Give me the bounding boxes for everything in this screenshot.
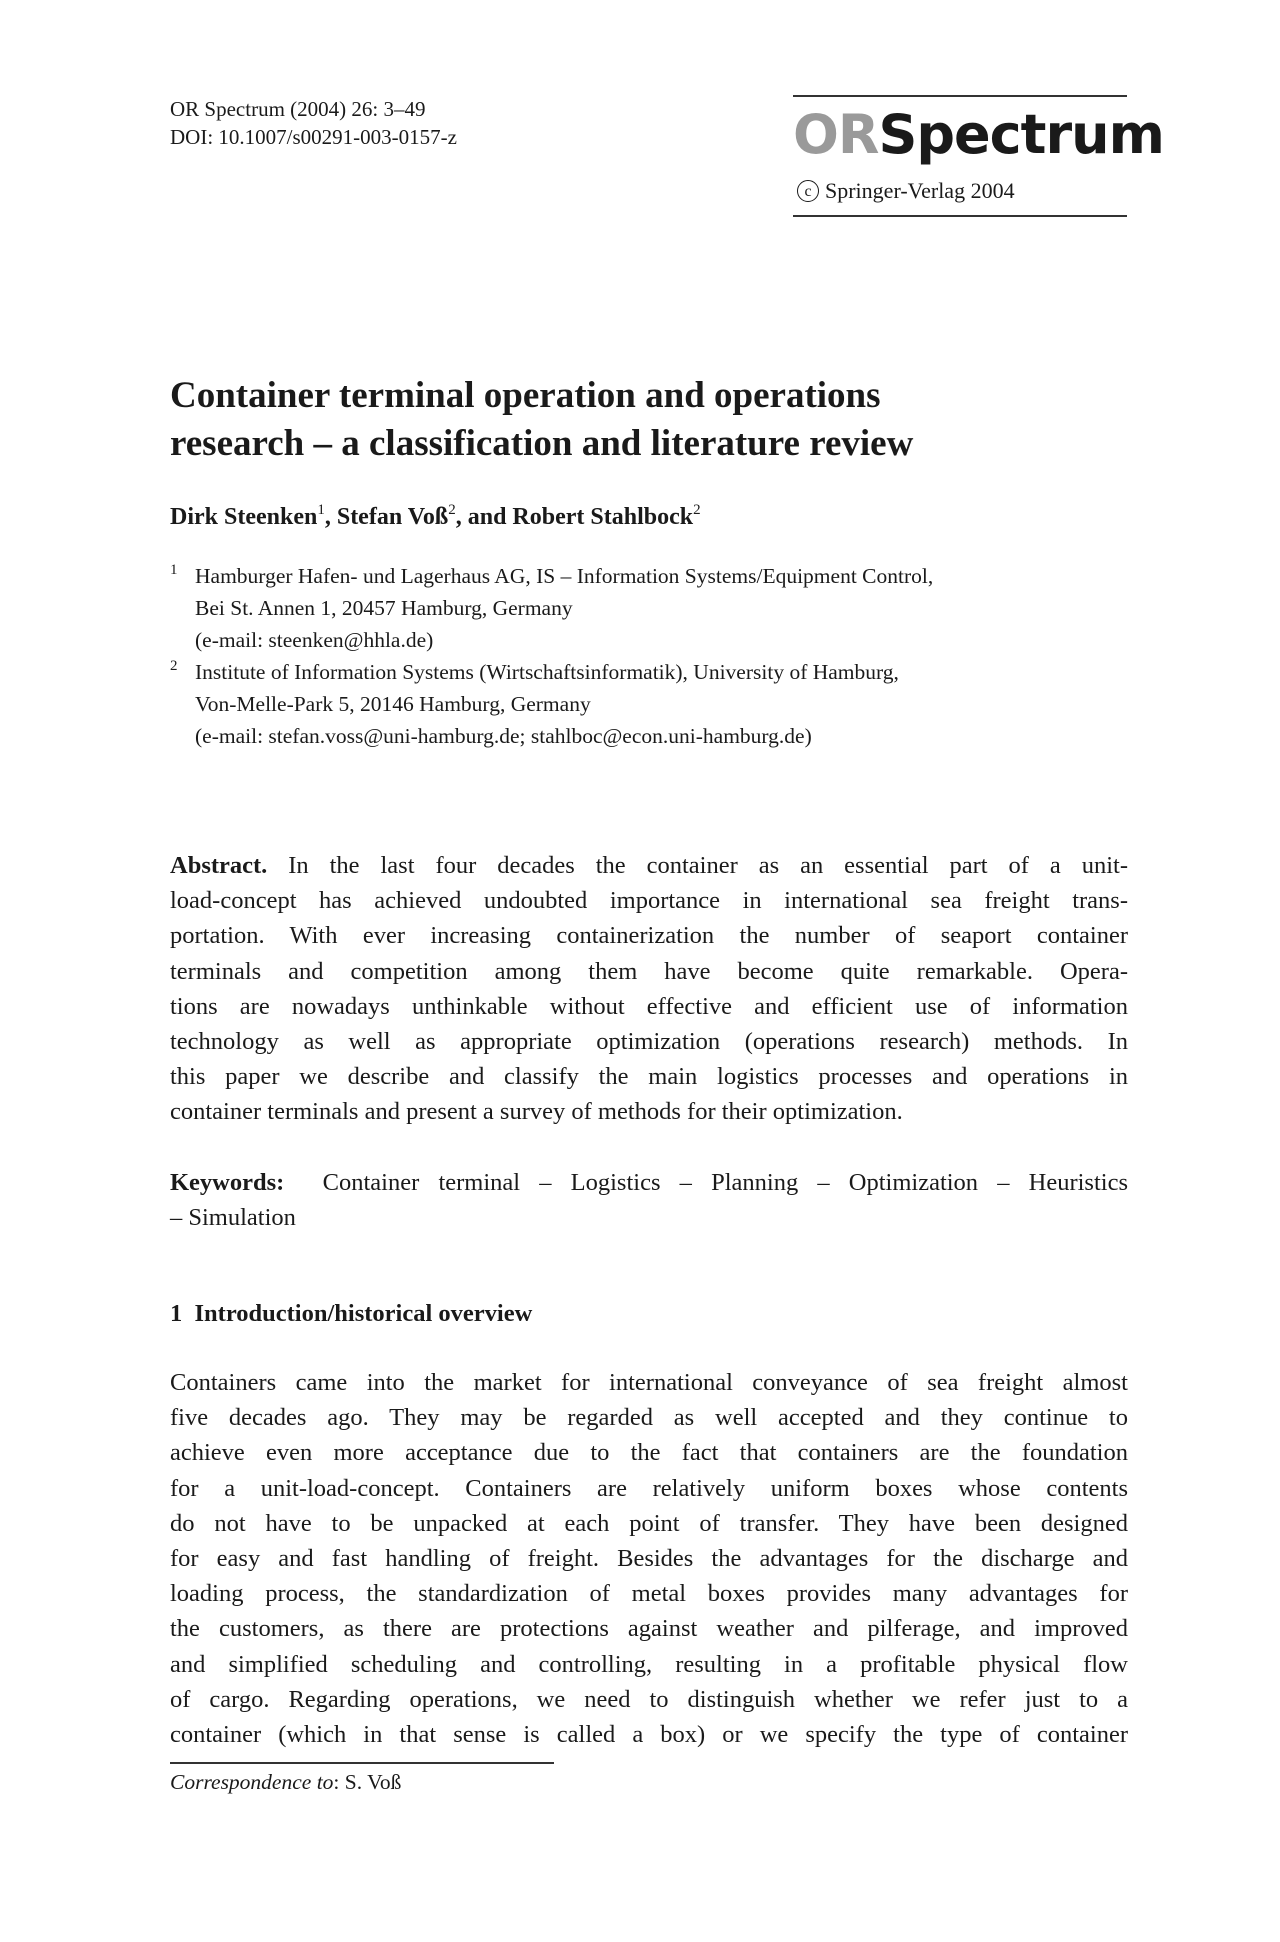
body-line: achieve even more acceptance due to the fact that containers are the foundation [170,1439,1128,1467]
keywords [170,1165,1128,1235]
affiliation-number: 2 [170,658,178,674]
brand-rule-top [793,95,1127,97]
footnote [170,1770,401,1795]
author-separator: , and [455,504,513,530]
abstract [170,848,1128,1130]
affiliation-number: 1 [170,562,178,578]
body-line: container (which in that sense is called a box) or we specify the type of container [170,1720,1128,1748]
affiliation-line [170,592,1130,624]
abstract-line: load-concept has achieved undoubted importance in international sea freight trans- [170,887,1128,915]
copyright-line [793,177,1127,205]
introduction-paragraph [170,1365,1128,1752]
affiliation-text: Bei St. Annen 1, 20457 Hamburg, Germany [195,596,573,620]
author-name: Stefan Voß [336,504,449,530]
footnote-text: : S. Voß [333,1770,402,1794]
logo-or: OR [793,103,879,166]
affiliation-marker: 2 [693,502,701,518]
author-separator: , [324,504,337,530]
affiliation-line [170,624,1130,656]
journal-logo [793,103,1164,166]
paper-title [170,372,1130,468]
body-line: for easy and fast handling of freight. Besides the advantages for the discharge and [170,1544,1128,1572]
doi: DOI: 10.1007/s00291-003-0157-z [170,125,457,149]
abstract-line [170,848,1128,883]
body-line: five decades ago. They may be regarded as well accepted and they continue to [170,1404,1128,1432]
affiliation-text: Hamburger Hafen- und Lagerhaus AG, IS – Information Systems/Equipment Control, [195,564,934,588]
keywords-text: Container terminal – Logistics – Planning – Optimization – Heuristics [284,1169,1128,1196]
brand-rule-bottom [793,215,1127,217]
footnote-label: Correspondence to [170,1770,334,1794]
affiliation-email: (e-mail: steenken@hhla.de) [195,628,434,652]
keywords-line [170,1165,1128,1200]
affiliation-line [170,688,1130,720]
abstract-label: Abstract. [170,852,268,879]
footnote-rule [170,1762,554,1764]
journal-citation-block [170,95,457,151]
affiliation-text: Von-Melle-Park 5, 20146 Hamburg, Germany [195,692,591,716]
body-line: and simplified scheduling and controlling, resulting in a profitable physical flow [170,1650,1128,1678]
affiliation-marker: 1 [317,502,325,518]
author-name: Dirk Steenken [170,504,318,530]
keywords-line: – Simulation [170,1204,296,1232]
affiliation-email: (e-mail: stefan.voss@uni-hamburg.de; stahlboc@econ.uni-hamburg.de) [195,724,812,748]
body-line: of cargo. Regarding operations, we need to distinguish whether we refer just to a [170,1685,1128,1713]
affiliation-line [170,720,1130,752]
abstract-line: technology as well as appropriate optimization (operations research) methods. In [170,1027,1128,1055]
affiliation-line [170,560,1130,592]
copyright-icon: c [797,180,819,202]
body-line: do not have to be unpacked at each point of transfer. They have been designed [170,1509,1128,1537]
body-line: Containers came into the market for international conveyance of sea freight almost [170,1369,1128,1396]
affiliation-text: Institute of Information Systems (Wirtschaftsinformatik), University of Hamburg, [195,660,899,684]
author-list [170,502,701,531]
journal-citation: OR Spectrum (2004) 26: 3–49 [170,97,426,121]
keywords-label: Keywords: [170,1169,285,1196]
abstract-text: In the last four decades the container as an essential part of a unit- [267,852,1128,879]
abstract-line: this paper we describe and classify the main logistics processes and operations in [170,1063,1128,1091]
affiliations [170,560,1130,752]
body-line: the customers, as there are protections against weather and pilferage, and improved [170,1615,1128,1643]
copyright-text: Springer-Verlag 2004 [825,178,1015,203]
affiliation-marker: 2 [448,502,456,518]
section-heading: 1 Introduction/historical overview [170,1300,533,1327]
body-line: loading process, the standardization of metal boxes provides many advantages for [170,1580,1128,1608]
title-line-1: Container terminal operation and operations [170,375,881,416]
author-name: Robert Stahlbock [512,504,694,530]
abstract-line: tions are nowadays unthinkable without effective and efficient use of information [170,992,1128,1020]
abstract-line: portation. With ever increasing containerization the number of seaport container [170,922,1128,950]
abstract-line: terminals and competition among them have become quite remarkable. Opera- [170,957,1128,985]
logo-spectrum: Spectrum [878,103,1164,166]
abstract-line: container terminals and present a survey of methods for their optimization. [170,1098,903,1126]
title-line-2: research – a classification and literature review [170,423,914,464]
affiliation-line [170,656,1130,688]
body-line: for a unit-load-concept. Containers are relatively uniform boxes whose contents [170,1474,1128,1502]
journal-brand [793,95,1164,217]
